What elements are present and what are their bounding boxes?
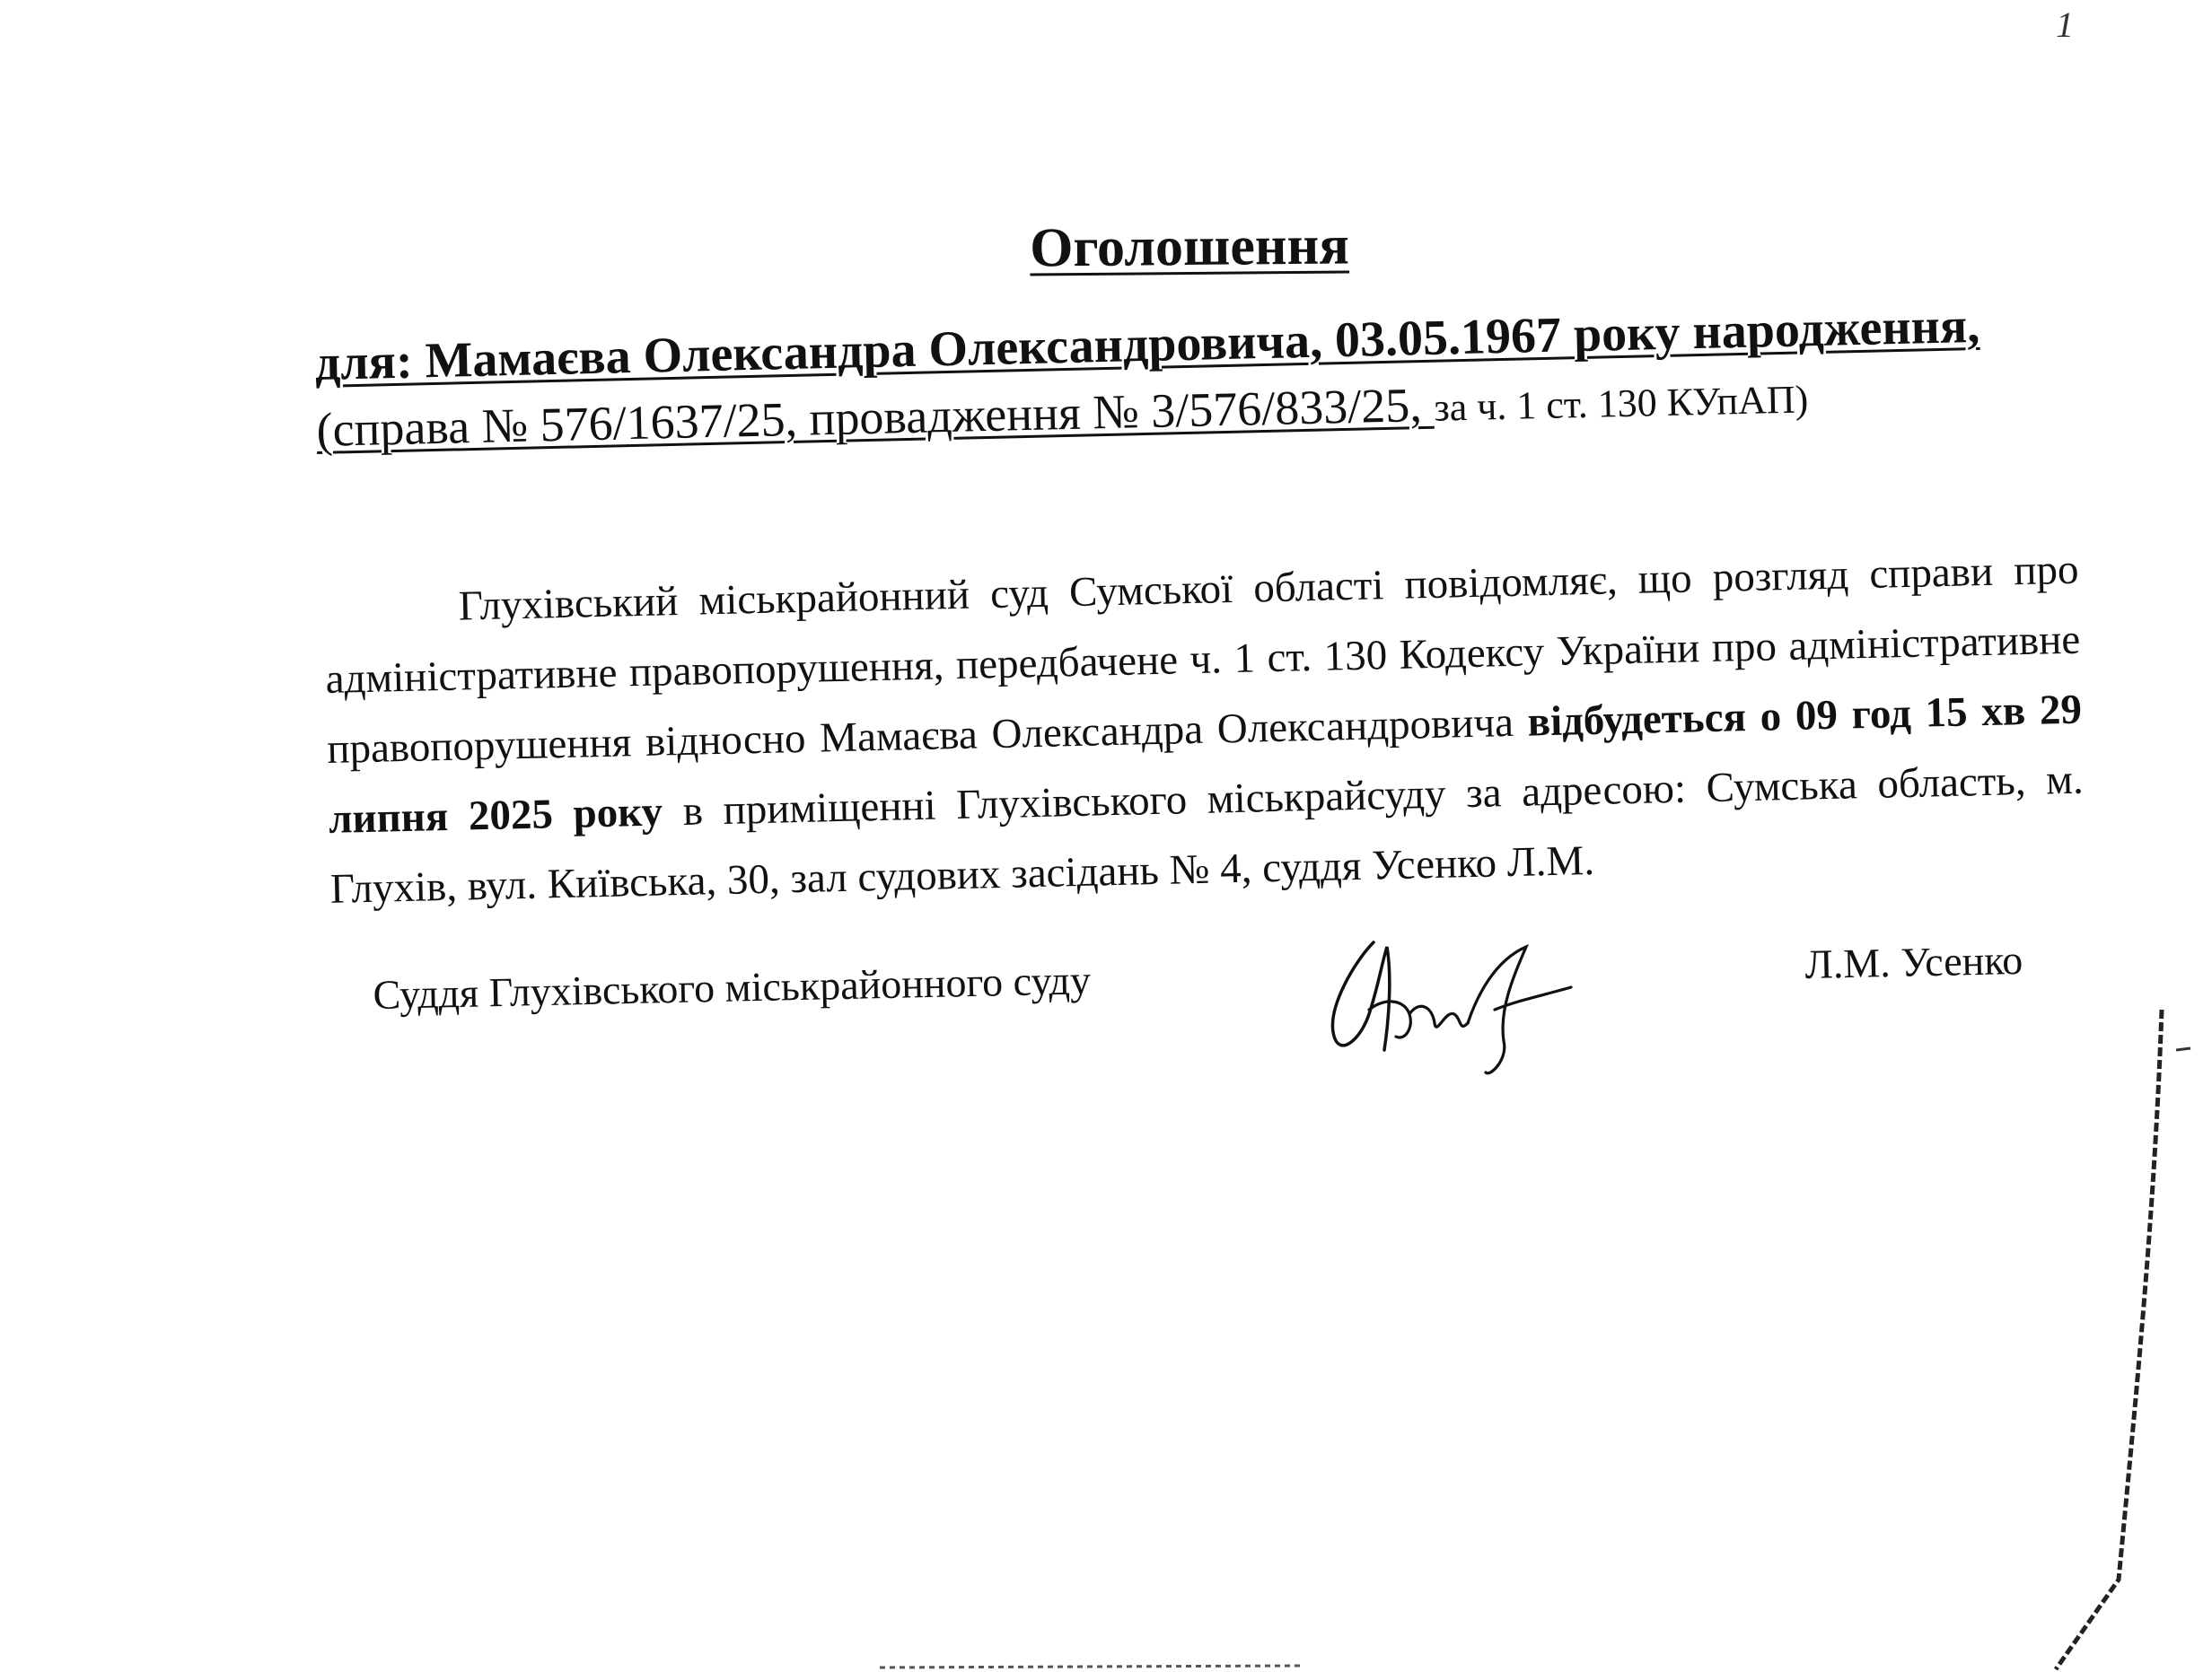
hearing-datetime: відбудеться о 09 год 15 хв 29 липня 2025 року — [328, 686, 2083, 843]
recipient-name-line: для: Мамаєва Олександра Олександровича, 03.05.1967 року народження, — [314, 297, 1980, 391]
recipient-block — [314, 289, 2076, 465]
page-title: Оголошення — [1029, 214, 1350, 279]
signatory-name: Л.М. Усенко — [1804, 936, 2023, 987]
notice-body-part1: Глухівський міськрайонний суд Сумської області повідомляє, що розгляд справи про адміністративне правопорушення, передбачене ч. 1 ст. 130 Кодексу України про адміністративне правопорушення відносно Мамаєва Олександра Олександровича — [325, 546, 2081, 773]
legal-article: за ч. 1 ст. 130 КУпАП) — [1433, 377, 1809, 430]
signatory-role: Суддя Глухівського міськрайонного суду — [373, 957, 1092, 1018]
page-number-mark: 1 — [2056, 4, 2074, 45]
case-number: (справа № 576/1637/25, провадження № 3/576/833/25, — [315, 377, 1435, 457]
notice-body-part2: в приміщенні Глухівського міськрайсуду за адресою: Сумська область, м. Глухів, вул. Київська, 30, зал судових засідань № 4, суддя Усенко Л.М. — [329, 756, 2085, 913]
notice-body — [323, 535, 2085, 924]
handwritten-signature — [1320, 924, 1589, 1077]
